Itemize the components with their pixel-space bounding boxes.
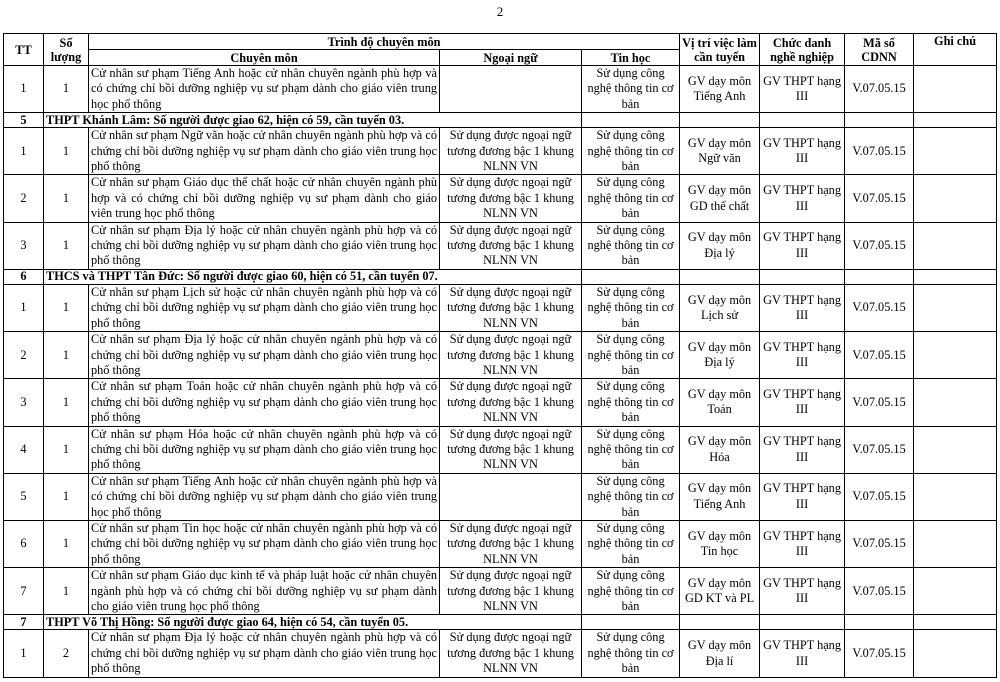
cell-chuyen-mon: Cử nhân sư phạm Toán hoặc cử nhân chuyên ngành phù hợp và có chứng chỉ bồi dưỡng nghiệp vụ sư phạm dành cho giáo viên trung học phổ thông <box>89 379 440 426</box>
cell-tt: 7 <box>4 568 44 615</box>
cell-tin-hoc: Sử dụng công nghệ thông tin cơ bản <box>582 222 680 269</box>
cell-ngoai-ngu: Sử dụng được ngoại ngữ tương đương bậc 1 khung NLNN VN <box>440 332 582 379</box>
section-title: THPT Võ Thị Hồng: Số người được giao 64, hiện có 54, cần tuyển 05. <box>44 615 582 630</box>
cell-chuc-danh: GV THPT hạng III <box>760 520 845 567</box>
cell-ghi-chu <box>914 222 997 269</box>
table-row <box>4 284 997 331</box>
header-vi-tri: Vị trí việc làm cần tuyển <box>680 34 760 66</box>
cell-ma-so: V.07.05.15 <box>845 426 914 473</box>
cell-ngoai-ngu: Sử dụng được ngoại ngữ tương đương bậc 1 khung NLNN VN <box>440 222 582 269</box>
cell-ghi-chu <box>914 66 997 113</box>
cell-vi-tri: GV dạy môn Hóa <box>680 426 760 473</box>
section-empty-cell <box>914 113 997 128</box>
cell-tin-hoc: Sử dụng công nghệ thông tin cơ bản <box>582 332 680 379</box>
cell-so-luong: 1 <box>44 520 89 567</box>
cell-ngoai-ngu: Sử dụng được ngoại ngữ tương đương bậc 1 khung NLNN VN <box>440 568 582 615</box>
cell-ghi-chu <box>914 128 997 175</box>
cell-tt: 3 <box>4 379 44 426</box>
cell-ghi-chu <box>914 630 997 677</box>
section-empty-cell <box>845 615 914 630</box>
header-tt: TT <box>4 34 44 66</box>
cell-ghi-chu <box>914 568 997 615</box>
cell-so-luong: 1 <box>44 66 89 113</box>
header-ma-so: Mã số CDNN <box>845 34 914 66</box>
section-empty-cell <box>845 269 914 284</box>
cell-chuyen-mon: Cử nhân sư phạm Địa lý hoặc cử nhân chuyên ngành phù hợp và có chứng chỉ bồi dưỡng nghiệp vụ sư phạm dành cho giáo viên trung học phổ thông <box>89 222 440 269</box>
cell-so-luong: 1 <box>44 128 89 175</box>
cell-chuc-danh: GV THPT hạng III <box>760 284 845 331</box>
section-row <box>4 615 997 630</box>
table-row <box>4 520 997 567</box>
section-empty-cell <box>582 269 680 284</box>
section-empty-cell <box>680 615 760 630</box>
cell-tt: 1 <box>4 630 44 677</box>
cell-so-luong: 2 <box>44 630 89 677</box>
cell-ghi-chu <box>914 332 997 379</box>
cell-ngoai-ngu: Sử dụng được ngoại ngữ tương đương bậc 1 khung NLNN VN <box>440 426 582 473</box>
section-empty-cell <box>760 113 845 128</box>
section-empty-cell <box>680 269 760 284</box>
cell-chuyen-mon: Cử nhân sư phạm Giáo dục kinh tế và pháp luật hoặc cử nhân chuyên ngành phù hợp và có chứng chỉ bồi dưỡng nghiệp vụ sư phạm dành cho giáo viên trung học phổ thông <box>89 568 440 615</box>
cell-tin-hoc: Sử dụng công nghệ thông tin cơ bản <box>582 473 680 520</box>
cell-tt: 1 <box>4 66 44 113</box>
cell-ghi-chu <box>914 473 997 520</box>
cell-so-luong: 1 <box>44 222 89 269</box>
cell-so-luong: 1 <box>44 568 89 615</box>
table-row <box>4 332 997 379</box>
cell-chuyen-mon: Cử nhân sư phạm Lịch sử hoặc cử nhân chuyên ngành phù hợp và có chứng chỉ bồi dưỡng nghiệp vụ sư phạm dành cho giáo viên trung học phổ thông <box>89 284 440 331</box>
cell-chuc-danh: GV THPT hạng III <box>760 630 845 677</box>
cell-ma-so: V.07.05.15 <box>845 332 914 379</box>
cell-vi-tri: GV dạy môn Toán <box>680 379 760 426</box>
cell-tin-hoc: Sử dụng công nghệ thông tin cơ bản <box>582 568 680 615</box>
header-ghi-chu: Ghi chú <box>914 34 997 66</box>
section-empty-cell <box>680 113 760 128</box>
cell-vi-tri: GV dạy môn Tiếng Anh <box>680 473 760 520</box>
cell-ma-so: V.07.05.15 <box>845 175 914 222</box>
cell-tt: 6 <box>4 520 44 567</box>
cell-ghi-chu <box>914 175 997 222</box>
cell-ma-so: V.07.05.15 <box>845 568 914 615</box>
header-chuyen-mon: Chuyên môn <box>89 50 440 66</box>
cell-ngoai-ngu: Sử dụng được ngoại ngữ tương đương bậc 1 khung NLNN VN <box>440 520 582 567</box>
cell-ghi-chu <box>914 379 997 426</box>
table-row <box>4 630 997 677</box>
table-row <box>4 426 997 473</box>
cell-chuc-danh: GV THPT hạng III <box>760 332 845 379</box>
cell-chuyen-mon: Cử nhân sư phạm Tin học hoặc cử nhân chuyên ngành phù hợp và có chứng chỉ bồi dưỡng nghiệp vụ sư phạm dành cho giáo viên trung học phổ thông <box>89 520 440 567</box>
cell-ghi-chu <box>914 284 997 331</box>
cell-tin-hoc: Sử dụng công nghệ thông tin cơ bản <box>582 426 680 473</box>
cell-chuyen-mon: Cử nhân sư phạm Hóa hoặc cử nhân chuyên ngành phù hợp và có chứng chỉ bồi dưỡng nghiệp vụ sư phạm dành cho giáo viên trung học phổ thông <box>89 426 440 473</box>
section-empty-cell <box>914 615 997 630</box>
cell-ngoai-ngu: Sử dụng được ngoại ngữ tương đương bậc 1 khung NLNN VN <box>440 175 582 222</box>
cell-ma-so: V.07.05.15 <box>845 222 914 269</box>
cell-tin-hoc: Sử dụng công nghệ thông tin cơ bản <box>582 520 680 567</box>
cell-vi-tri: GV dạy môn Ngữ văn <box>680 128 760 175</box>
section-empty-cell <box>582 113 680 128</box>
cell-chuc-danh: GV THPT hạng III <box>760 128 845 175</box>
cell-tt: 5 <box>4 473 44 520</box>
cell-vi-tri: GV dạy môn Tin học <box>680 520 760 567</box>
cell-chuyen-mon: Cử nhân sư phạm Địa lý hoặc cử nhân chuyên ngành phù hợp và có chứng chỉ bồi dưỡng nghiệp vụ sư phạm dành cho giáo viên trung học phổ thông <box>89 630 440 677</box>
cell-tt: 2 <box>4 332 44 379</box>
cell-chuyen-mon: Cử nhân sư phạm Tiếng Anh hoặc cử nhân chuyên ngành phù hợp và có chứng chỉ bồi dưỡng nghiệp vụ sư phạm dành cho giáo viên trung học phổ thông <box>89 66 440 113</box>
cell-ma-so: V.07.05.15 <box>845 128 914 175</box>
cell-vi-tri: GV dạy môn Địa lý <box>680 222 760 269</box>
cell-so-luong: 1 <box>44 332 89 379</box>
cell-tt: 4 <box>4 426 44 473</box>
cell-vi-tri: GV dạy môn Tiếng Anh <box>680 66 760 113</box>
cell-ghi-chu <box>914 520 997 567</box>
section-number: 6 <box>4 269 44 284</box>
cell-tin-hoc: Sử dụng công nghệ thông tin cơ bản <box>582 379 680 426</box>
cell-chuyen-mon: Cử nhân sư phạm Tiếng Anh hoặc cử nhân chuyên ngành phù hợp và có chứng chỉ bồi dưỡng nghiệp vụ sư phạm dành cho giáo viên trung học phổ thông <box>89 473 440 520</box>
cell-ma-so: V.07.05.15 <box>845 66 914 113</box>
cell-ngoai-ngu <box>440 66 582 113</box>
cell-tin-hoc: Sử dụng công nghệ thông tin cơ bản <box>582 128 680 175</box>
section-empty-cell <box>845 113 914 128</box>
header-chuc-danh: Chức danh nghề nghiệp <box>760 34 845 66</box>
cell-chuyen-mon: Cử nhân sư phạm Giáo dục thể chất hoặc cử nhân chuyên ngành phù hợp và có chứng chỉ bồi dưỡng nghiệp vụ sư phạm dành cho giáo viên trung học phổ thông <box>89 175 440 222</box>
section-number: 5 <box>4 113 44 128</box>
cell-vi-tri: GV dạy môn Địa lý <box>680 332 760 379</box>
cell-chuc-danh: GV THPT hạng III <box>760 426 845 473</box>
section-empty-cell <box>914 269 997 284</box>
cell-so-luong: 1 <box>44 473 89 520</box>
header-tin-hoc: Tin học <box>582 50 680 66</box>
cell-vi-tri: GV dạy môn GD thể chất <box>680 175 760 222</box>
table-row <box>4 568 997 615</box>
cell-chuyen-mon: Cử nhân sư phạm Ngữ văn hoặc cử nhân chuyên ngành phù hợp và có chứng chỉ bồi dưỡng nghiệp vụ sư phạm dành cho giáo viên trung học phổ thông <box>89 128 440 175</box>
cell-chuc-danh: GV THPT hạng III <box>760 66 845 113</box>
table-row <box>4 66 997 113</box>
cell-ngoai-ngu: Sử dụng được ngoại ngữ tương đương bậc 1 khung NLNN VN <box>440 630 582 677</box>
cell-chuc-danh: GV THPT hạng III <box>760 568 845 615</box>
cell-tin-hoc: Sử dụng công nghệ thông tin cơ bản <box>582 66 680 113</box>
cell-vi-tri: GV dạy môn Địa lí <box>680 630 760 677</box>
header-ngoai-ngu: Ngoại ngữ <box>440 50 582 66</box>
table-row <box>4 473 997 520</box>
cell-so-luong: 1 <box>44 284 89 331</box>
cell-so-luong: 1 <box>44 426 89 473</box>
cell-so-luong: 1 <box>44 175 89 222</box>
table-body <box>4 66 997 678</box>
cell-vi-tri: GV dạy môn GD KT và PL <box>680 568 760 615</box>
cell-ma-so: V.07.05.15 <box>845 284 914 331</box>
table-row <box>4 379 997 426</box>
section-empty-cell <box>582 615 680 630</box>
section-title: THPT Khánh Lâm: Số người được giao 62, hiện có 59, cần tuyển 03. <box>44 113 582 128</box>
cell-chuc-danh: GV THPT hạng III <box>760 473 845 520</box>
cell-vi-tri: GV dạy môn Lịch sử <box>680 284 760 331</box>
cell-chuc-danh: GV THPT hạng III <box>760 379 845 426</box>
cell-tt: 2 <box>4 175 44 222</box>
cell-ma-so: V.07.05.15 <box>845 473 914 520</box>
section-row <box>4 269 997 284</box>
cell-tin-hoc: Sử dụng công nghệ thông tin cơ bản <box>582 630 680 677</box>
cell-ngoai-ngu: Sử dụng được ngoại ngữ tương đương bậc 1 khung NLNN VN <box>440 284 582 331</box>
cell-chuc-danh: GV THPT hạng III <box>760 175 845 222</box>
cell-ngoai-ngu: Sử dụng được ngoại ngữ tương đương bậc 1 khung NLNN VN <box>440 128 582 175</box>
cell-so-luong: 1 <box>44 379 89 426</box>
section-title: THCS và THPT Tân Đức: Số người được giao 60, hiện có 51, cần tuyển 07. <box>44 269 582 284</box>
section-number: 7 <box>4 615 44 630</box>
cell-ngoai-ngu <box>440 473 582 520</box>
header-trinh-do: Trình độ chuyên môn <box>89 34 680 50</box>
recruitment-table <box>3 33 997 678</box>
header-row-top <box>4 34 997 50</box>
cell-ma-so: V.07.05.15 <box>845 630 914 677</box>
cell-tt: 1 <box>4 284 44 331</box>
table-row <box>4 128 997 175</box>
cell-tin-hoc: Sử dụng công nghệ thông tin cơ bản <box>582 284 680 331</box>
cell-tt: 3 <box>4 222 44 269</box>
table-row <box>4 222 997 269</box>
table-row <box>4 175 997 222</box>
header-so-luong: Số lượng <box>44 34 89 66</box>
cell-ngoai-ngu: Sử dụng được ngoại ngữ tương đương bậc 1 khung NLNN VN <box>440 379 582 426</box>
section-empty-cell <box>760 269 845 284</box>
cell-ma-so: V.07.05.15 <box>845 520 914 567</box>
section-row <box>4 113 997 128</box>
cell-tin-hoc: Sử dụng công nghệ thông tin cơ bản <box>582 175 680 222</box>
page-number: 2 <box>496 4 504 19</box>
cell-ma-so: V.07.05.15 <box>845 379 914 426</box>
cell-chuc-danh: GV THPT hạng III <box>760 222 845 269</box>
cell-chuyen-mon: Cử nhân sư phạm Địa lý hoặc cử nhân chuyên ngành phù hợp và có chứng chỉ bồi dưỡng nghiệp vụ sư phạm dành cho giáo viên trung học phổ thông <box>89 332 440 379</box>
cell-tt: 1 <box>4 128 44 175</box>
cell-ghi-chu <box>914 426 997 473</box>
section-empty-cell <box>760 615 845 630</box>
